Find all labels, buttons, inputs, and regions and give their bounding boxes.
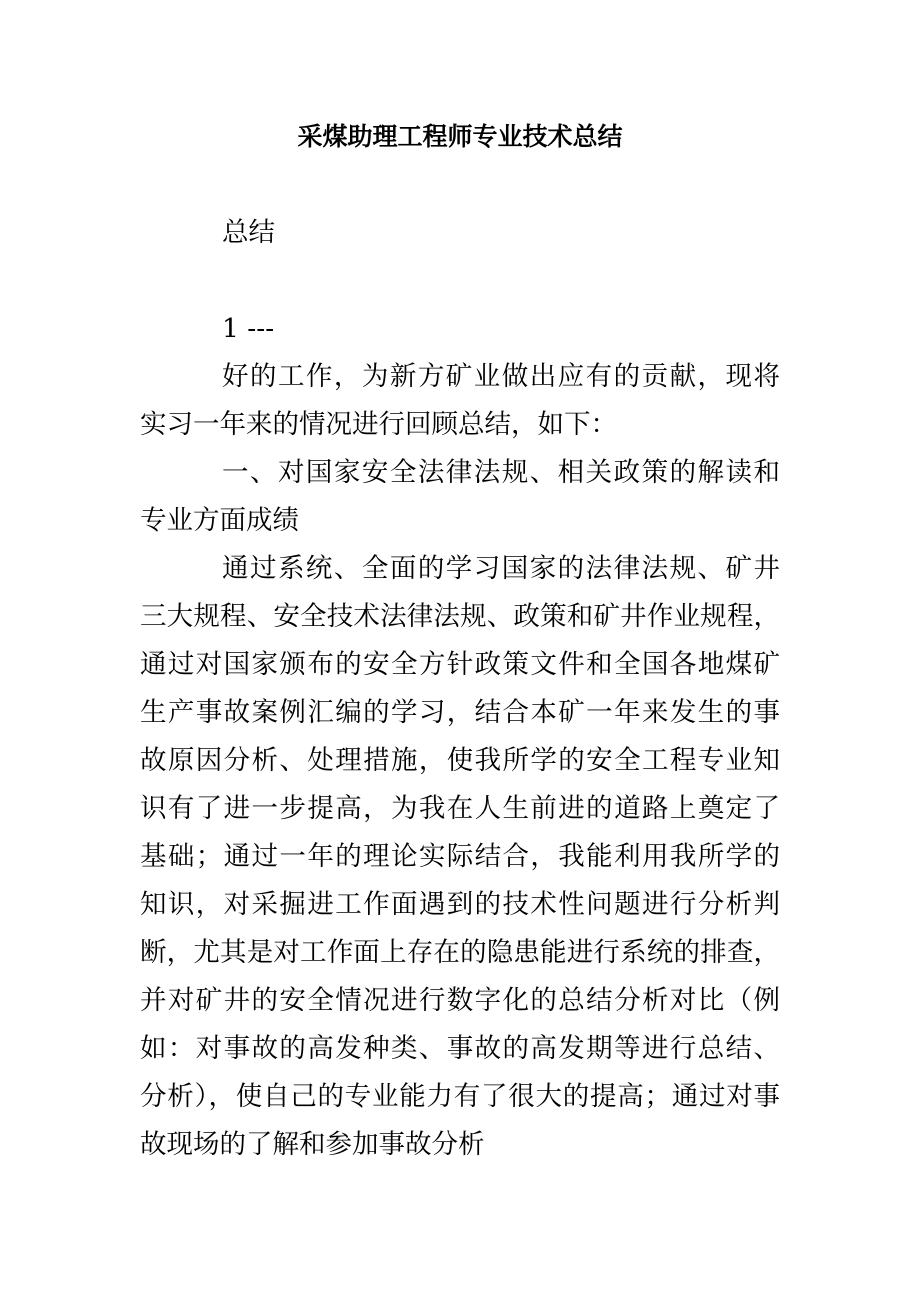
text-line: 基础；通过一年的理论实际结合，我能利用我所学的 [140,841,780,872]
text-line: 识有了进一步提高，为我在人生前进的道路上奠定了 [140,793,780,824]
text-line: 知识，对采掘进工作面遇到的技术性问题进行分析判 [140,889,780,920]
text-line: 生产事故案例汇编的学习，结合本矿一年来发生的事 [140,697,780,728]
text-line: 三大规程、安全技术法律法规、政策和矿井作业规程， [140,601,780,632]
text-line: 并对矿井的安全情况进行数字化的总结分析对比（例 [140,985,780,1016]
page-marker: 1 --- [222,313,275,344]
text-line: 专业方面成绩 [140,505,299,536]
text-line: 好的工作，为新方矿业做出应有的贡献，现将 [222,361,780,392]
text-line: 一、对国家安全法律法规、相关政策的解读和 [222,457,780,488]
text-line: 分析），使自己的专业能力有了很大的提高；通过对事 [140,1081,780,1112]
text-line: 故现场的了解和参加事故分析 [140,1129,485,1160]
text-line: 实习一年来的情况进行回顾总结，如下： [140,409,617,440]
text-line: 通过系统、全面的学习国家的法律法规、矿井 [222,553,780,584]
text-line: 故原因分析、处理措施，使我所学的安全工程专业知 [140,745,780,776]
section-heading: 总结 [222,217,275,248]
text-line: 通过对国家颁布的安全方针政策文件和全国各地煤矿 [140,649,780,680]
document-title: 采煤助理工程师专业技术总结 [297,122,623,151]
text-line: 断，尤其是对工作面上存在的隐患能进行系统的排查， [140,937,780,968]
text-line: 如：对事故的高发种类、事故的高发期等进行总结、 [140,1033,780,1064]
